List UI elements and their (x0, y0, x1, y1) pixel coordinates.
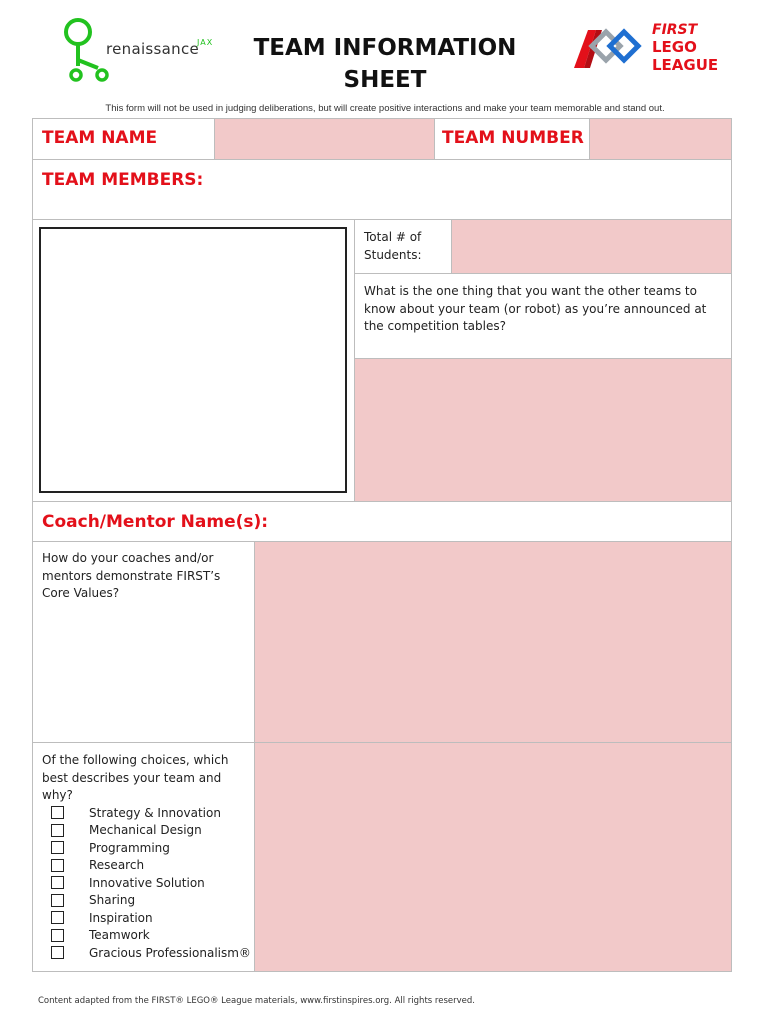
form-subtitle: This form will not be used in judging deliberations, but will create positive interactions and make your team memorable and stand out. (105, 103, 665, 114)
choice-item[interactable] (51, 874, 251, 892)
choice-label: Gracious Professionalism® (89, 945, 251, 960)
page-title-line2: SHEET (343, 67, 427, 93)
renaissance-jax-logo (62, 18, 222, 88)
coach-mentor-label: Coach/Mentor Name(s): (42, 512, 269, 532)
core-values-answer-field[interactable] (255, 542, 731, 742)
team-members-label: TEAM MEMBERS: (42, 170, 204, 190)
one-thing-question: What is the one thing that you want the other teams to know about your team (or robot) as you’re announced at the competition tables? (364, 284, 707, 333)
checkbox[interactable] (51, 859, 64, 872)
divider (214, 118, 215, 159)
first-logo-text: FIRST (652, 22, 698, 38)
team-number-label: TEAM NUMBER (442, 128, 584, 148)
page-title (240, 32, 530, 96)
team-photo-box[interactable] (39, 227, 347, 493)
choices-answer-field[interactable] (255, 743, 731, 971)
total-students-label-line2: Students: (364, 247, 422, 262)
checkbox[interactable] (51, 946, 64, 959)
core-values-question: How do your coaches and/or mentors demonstrate FIRST’s Core Values? (42, 551, 221, 600)
team-name-label: TEAM NAME (42, 128, 158, 148)
checkbox[interactable] (51, 806, 64, 819)
checkbox[interactable] (51, 876, 64, 889)
choice-item[interactable] (51, 804, 251, 822)
team-members-field[interactable] (33, 160, 731, 219)
renaissance-logo-text: renaissance (106, 40, 200, 58)
choice-label: Teamwork (89, 928, 150, 943)
choice-item[interactable] (51, 822, 251, 840)
choice-item[interactable] (51, 909, 251, 927)
divider (354, 273, 732, 274)
choice-label: Strategy & Innovation (89, 805, 221, 820)
renaissance-logo-superscript: JAX (197, 38, 214, 47)
choice-label: Innovative Solution (89, 875, 205, 890)
coach-mentor-field[interactable] (260, 502, 731, 541)
total-students-label-line1: Total # of (364, 230, 422, 244)
choice-item[interactable] (51, 927, 251, 945)
total-students-field[interactable] (452, 220, 731, 273)
choice-item[interactable] (51, 892, 251, 910)
choice-item[interactable] (51, 839, 251, 857)
first-lego-league-emblem-icon (566, 24, 650, 74)
checkbox[interactable] (51, 824, 64, 837)
checkbox[interactable] (51, 841, 64, 854)
checkbox[interactable] (51, 911, 64, 924)
first-lego-league-logo (566, 22, 726, 78)
checkbox[interactable] (51, 894, 64, 907)
choices-question: Of the following choices, which best describes your team and why? (42, 753, 229, 802)
choice-item[interactable] (51, 857, 251, 875)
choice-label: Programming (89, 840, 170, 855)
lego-logo-text: LEGO (652, 38, 697, 56)
one-thing-answer-field[interactable] (355, 359, 731, 501)
checkbox[interactable] (51, 929, 64, 942)
choice-item[interactable] (51, 944, 251, 962)
total-students-label (364, 229, 422, 264)
choice-label: Mechanical Design (89, 823, 202, 838)
choices-list (51, 804, 251, 962)
choice-label: Research (89, 858, 145, 873)
team-name-field[interactable] (215, 119, 434, 159)
choice-label: Inspiration (89, 910, 153, 925)
team-number-field[interactable] (590, 119, 731, 159)
league-logo-text: LEAGUE (652, 56, 719, 74)
footer-text: Content adapted from the FIRST® LEGO® League materials, www.firstinspires.org. All rights reserved. (38, 996, 475, 1006)
choice-label: Sharing (89, 893, 136, 908)
page-title-line1: TEAM INFORMATION (253, 35, 517, 61)
divider (434, 118, 435, 159)
